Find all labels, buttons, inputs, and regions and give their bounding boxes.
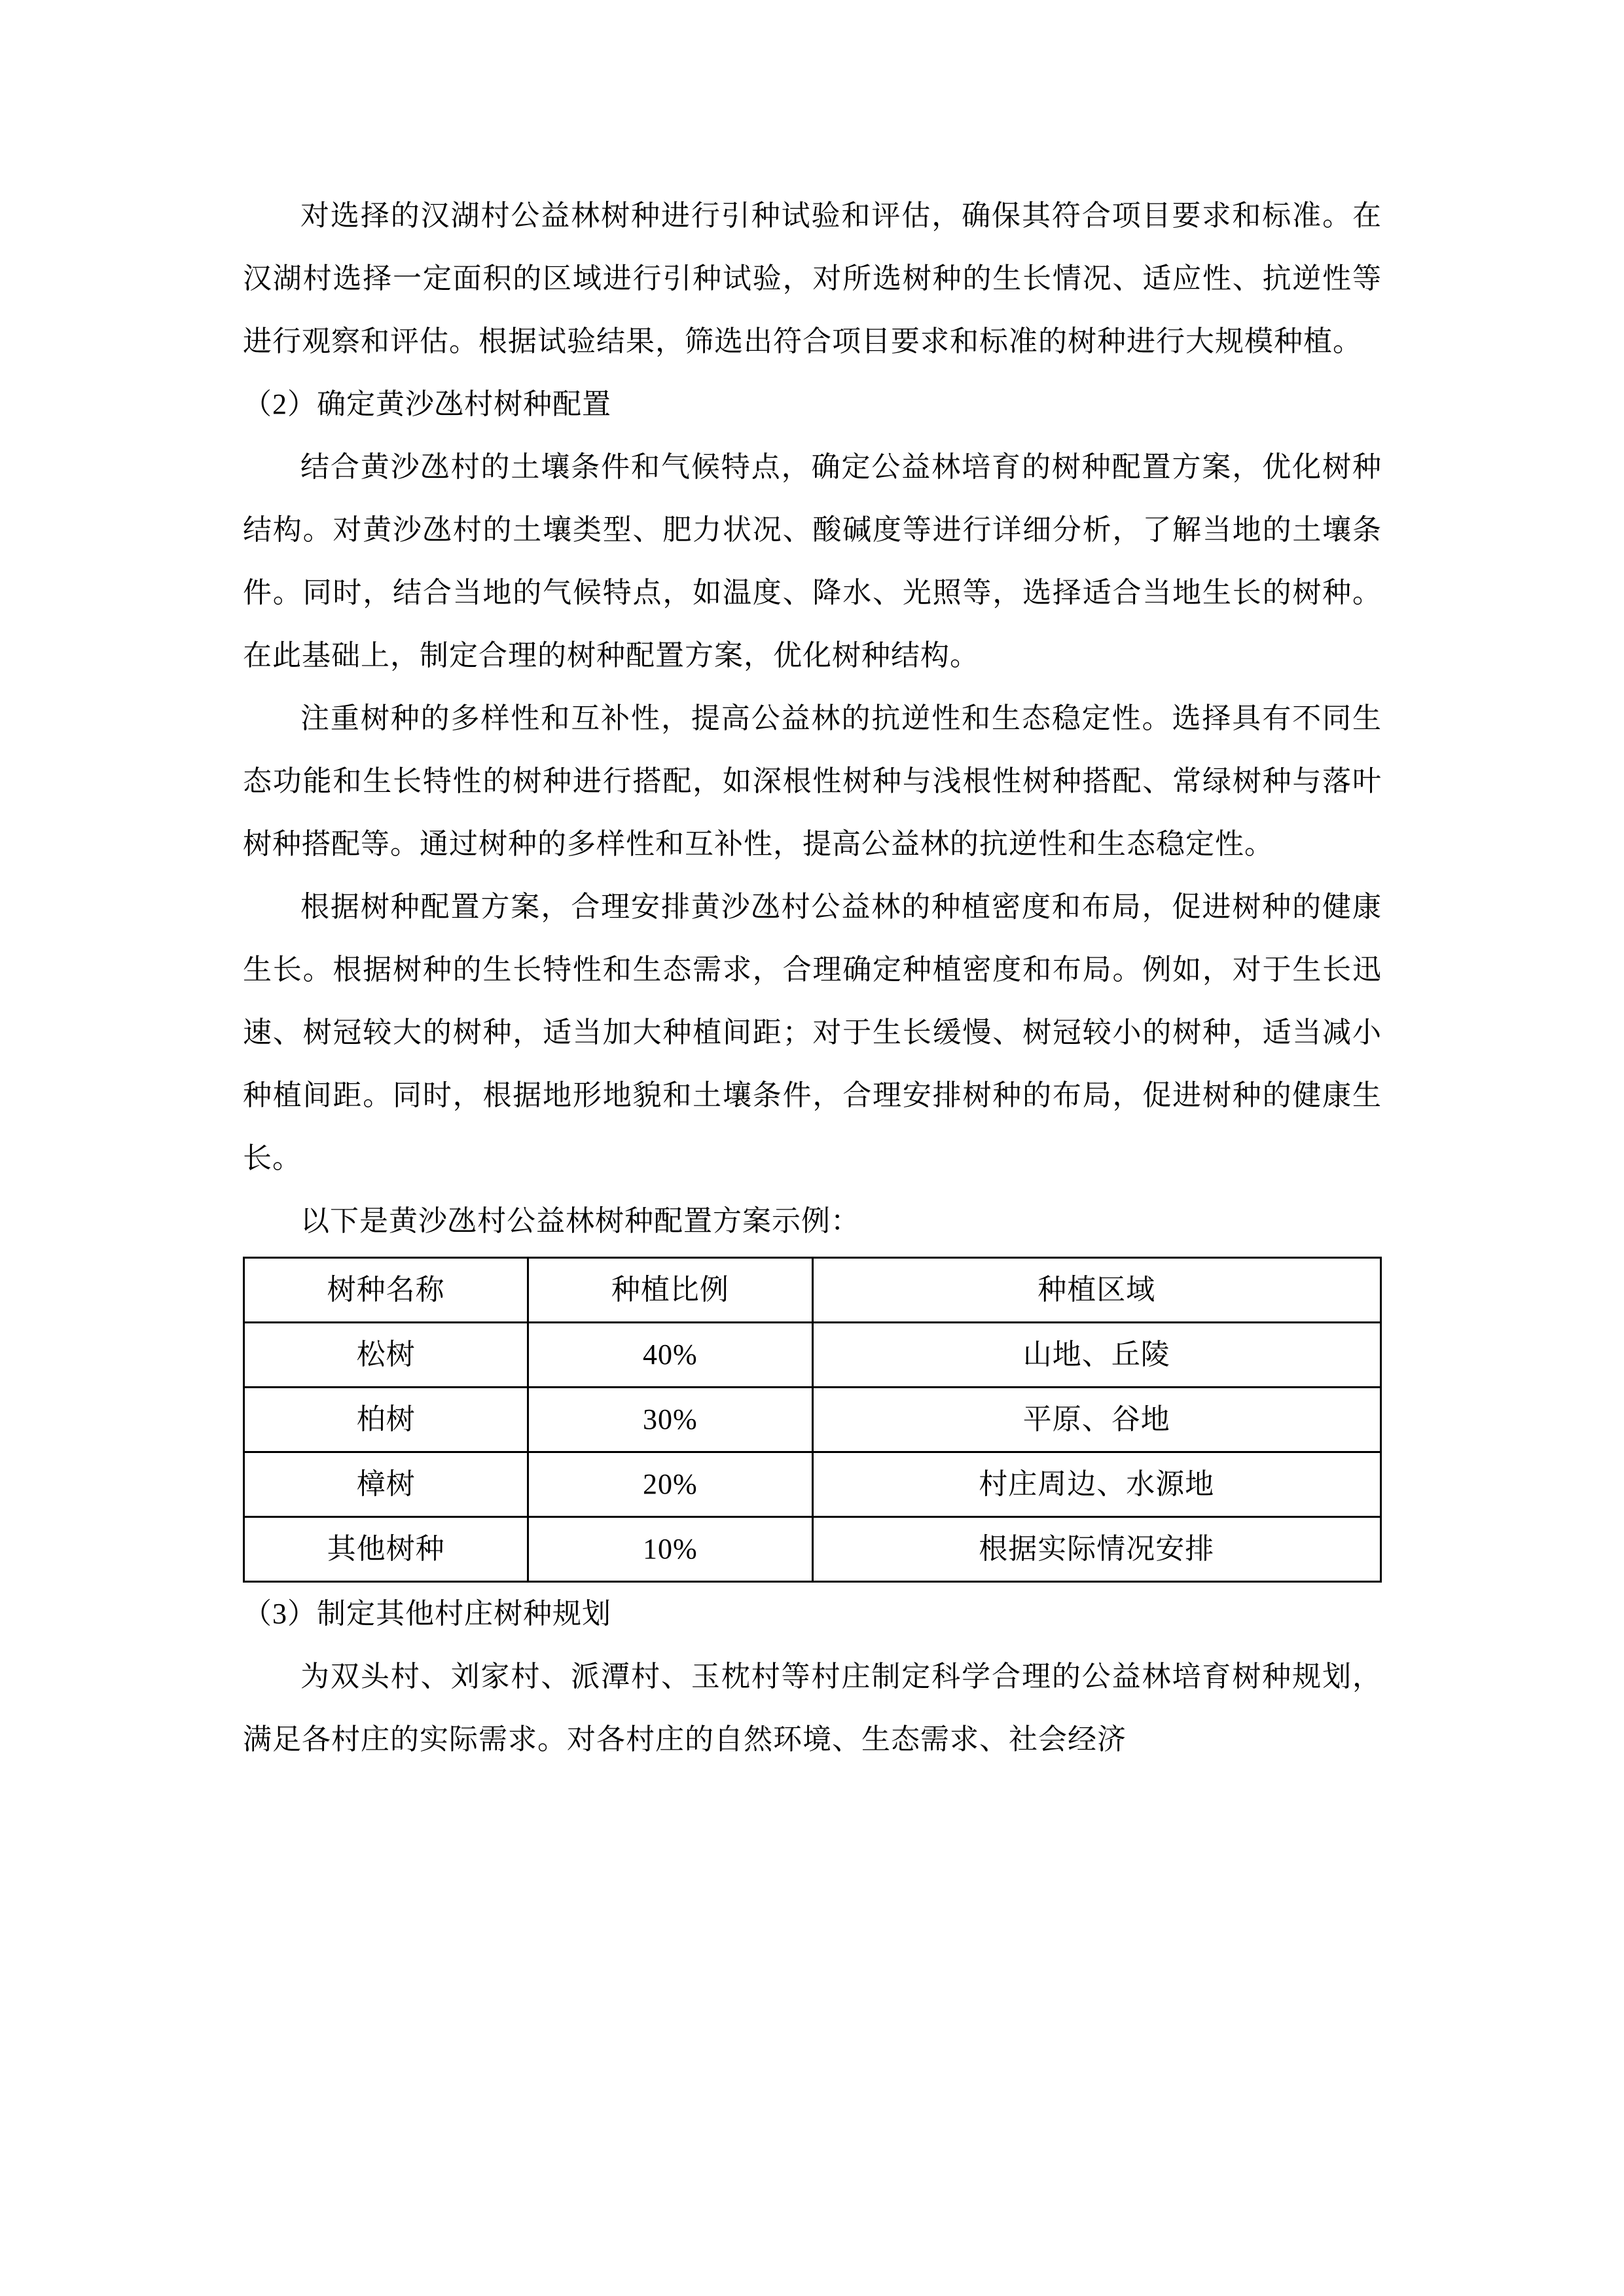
section-heading-2: （2）确定黄沙氹村树种配置 — [243, 388, 611, 420]
table-header-planting-ratio: 种植比例 — [528, 1258, 812, 1323]
table-header-row — [244, 1258, 1381, 1323]
document-content — [243, 185, 1382, 1771]
cell-planting-area: 平原、谷地 — [812, 1388, 1381, 1452]
table-header-planting-area: 种植区域 — [812, 1258, 1381, 1323]
cell-species-name: 柏树 — [244, 1388, 528, 1452]
cell-species-name: 樟树 — [244, 1452, 528, 1517]
cell-planting-area: 根据实际情况安排 — [812, 1517, 1381, 1582]
table-intro-line: 以下是黄沙氹村公益林树种配置方案示例： — [300, 1205, 860, 1237]
table-header-species-name: 树种名称 — [244, 1258, 528, 1323]
cell-planting-ratio: 10% — [528, 1517, 812, 1582]
cell-species-name: 其他树种 — [244, 1517, 528, 1582]
paragraph-soil-climate: 结合黄沙氹村的土壤条件和气候特点，确定公益林培育的树种配置方案，优化树种结构。对黄沙氹村的土壤类型、肥力状况、酸碱度等进行详细分析，了解当地的土壤条件。同时，结合当地的气候特点，如温度、降水、光照等，选择适合当地生长的树种。在此基础上，制定合理的树种配置方案，优化树种结构。 — [243, 451, 1382, 672]
section-heading-3: （3）制定其他村庄树种规划 — [243, 1598, 611, 1630]
paragraph-other-villages: 为双头村、刘家村、派潭村、玉枕村等村庄制定科学合理的公益林培育树种规划，满足各村庄的实际需求。对各村庄的自然环境、生态需求、社会经济 — [243, 1660, 1382, 1755]
paragraph-species-diversity: 注重树种的多样性和互补性，提高公益林的抗逆性和生态稳定性。选择具有不同生态功能和生长特性的树种进行搭配，如深根性树种与浅根性树种搭配、常绿树种与落叶树种搭配等。通过树种的多样性和互补性，提高公益林的抗逆性和生态稳定性。 — [243, 702, 1382, 860]
cell-planting-area: 村庄周边、水源地 — [812, 1452, 1381, 1517]
paragraph-density-layout: 根据树种配置方案，合理安排黄沙氹村公益林的种植密度和布局，促进树种的健康生长。根据树种的生长特性和生态需求，合理确定种植密度和布局。例如，对于生长迅速、树冠较大的树种，适当加大种植间距；对于生长缓慢、树冠较小的树种，适当减小种植间距。同时，根据地形地貌和土壤条件，合理安排树种的布局，促进树种的健康生长。 — [243, 891, 1382, 1174]
cell-planting-area: 山地、丘陵 — [812, 1323, 1381, 1388]
table-row — [244, 1517, 1381, 1582]
table-row — [244, 1323, 1381, 1388]
paragraph-introduction-trial: 对选择的汉湖村公益林树种进行引种试验和评估，确保其符合项目要求和标准。在汉湖村选择一定面积的区域进行引种试验，对所选树种的生长情况、适应性、抗逆性等进行观察和评估。根据试验结果，筛选出符合项目要求和标准的树种进行大规模种植。 — [243, 200, 1382, 357]
species-configuration-table — [243, 1257, 1382, 1583]
table-row — [244, 1388, 1381, 1452]
cell-species-name: 松树 — [244, 1323, 528, 1388]
cell-planting-ratio: 20% — [528, 1452, 812, 1517]
cell-planting-ratio: 40% — [528, 1323, 812, 1388]
cell-planting-ratio: 30% — [528, 1388, 812, 1452]
table-row — [244, 1452, 1381, 1517]
